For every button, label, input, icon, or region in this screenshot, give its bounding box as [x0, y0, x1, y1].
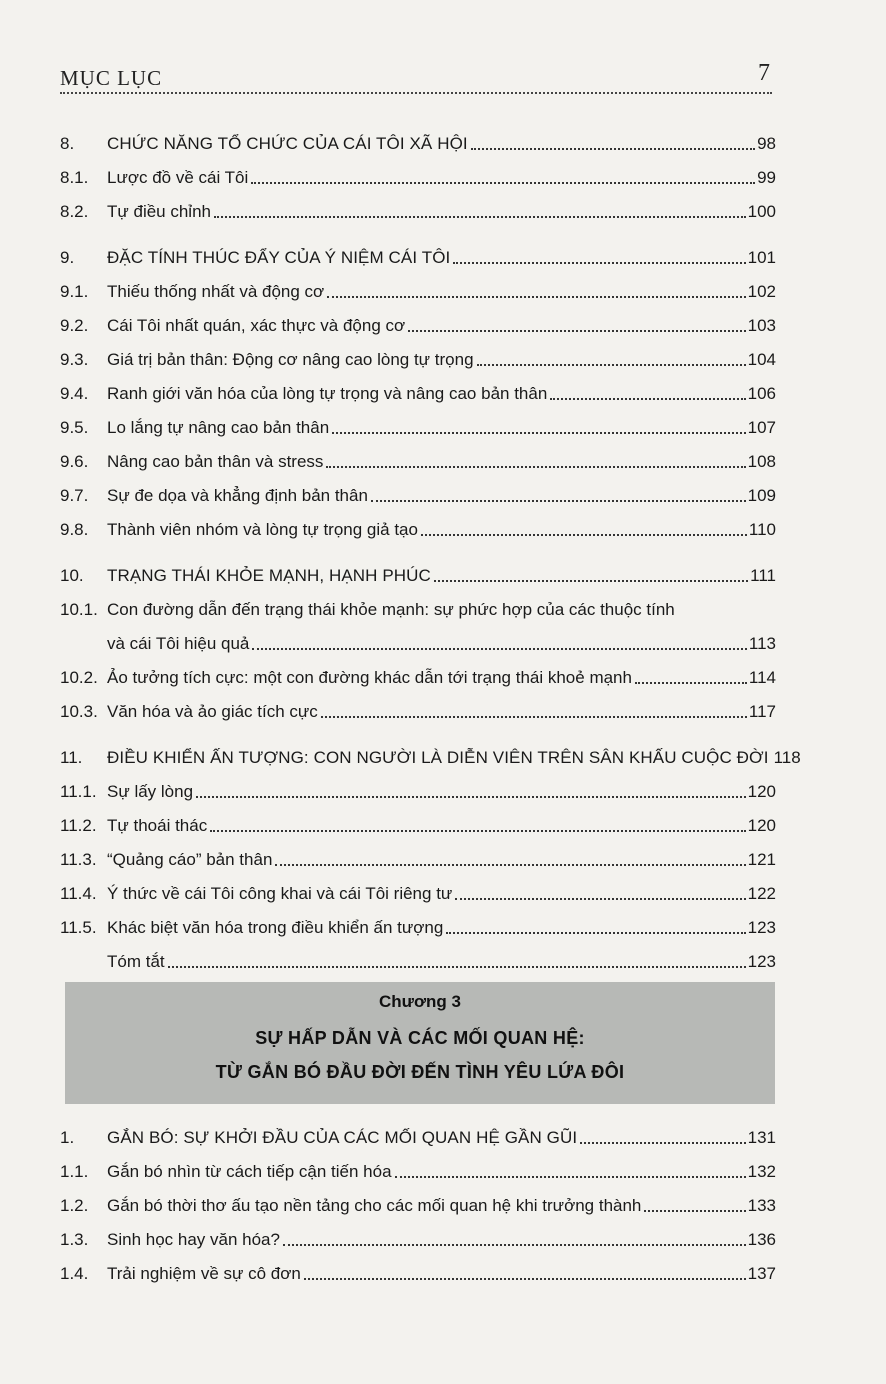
toc-entry-number: 9.7.	[60, 486, 89, 505]
toc-entry-number: 1.4.	[60, 1264, 89, 1283]
dot-leader	[421, 534, 747, 536]
toc-entry	[60, 1190, 776, 1216]
dot-leader	[408, 330, 745, 332]
dot-leader	[644, 1210, 745, 1212]
toc-entry-number: 9.5.	[60, 418, 89, 437]
toc-entry-number: 10.	[60, 566, 84, 585]
toc-entry-number: 1.1.	[60, 1162, 89, 1181]
toc-entry-label: Gắn bó thời thơ ấu tạo nền tảng cho các mối quan hệ khi trưởng thành	[107, 1196, 642, 1215]
dot-leader	[477, 364, 746, 366]
toc-entry-page: 110	[748, 520, 776, 539]
toc-entry	[60, 810, 776, 836]
toc-entry-page: 120	[747, 782, 776, 801]
toc-entry-page: 101	[747, 248, 776, 267]
toc-entry-page: 137	[747, 1264, 776, 1283]
toc-entry-page: 133	[747, 1196, 776, 1215]
running-title: MỤC LỤC	[60, 66, 163, 90]
page-number: 7	[758, 60, 770, 86]
toc-entry-label: Gắn bó nhìn từ cách tiếp cận tiến hóa	[107, 1162, 392, 1181]
toc-entry-page: 121	[747, 850, 776, 869]
dot-leader	[371, 500, 746, 502]
toc-entry-page: 109	[747, 486, 776, 505]
toc-entry-label: Ranh giới văn hóa của lòng tự trọng và nâng cao bản thân	[107, 384, 548, 403]
toc-entry	[60, 696, 776, 722]
toc-entry	[60, 912, 776, 938]
toc-entry-number: 9.6.	[60, 452, 89, 471]
toc-entry	[60, 1224, 776, 1250]
toc-entry-number: 8.1.	[60, 168, 89, 187]
toc-entry-label: Tự điều chỉnh	[107, 202, 211, 221]
header-rule	[60, 92, 772, 94]
toc-entry-number: 11.2.	[60, 816, 97, 835]
toc-entry	[60, 1258, 776, 1284]
toc-entry-number: 1.3.	[60, 1230, 89, 1249]
toc-entry	[60, 1156, 776, 1182]
toc-entry-label: Văn hóa và ảo giác tích cực	[107, 702, 318, 721]
chapter-title-line-1: SỰ HẤP DẪN VÀ CÁC MỐI QUAN HỆ:	[255, 1028, 585, 1048]
dot-leader	[252, 648, 746, 650]
toc-entry-page: 100	[747, 202, 776, 221]
toc-entry-number: 9.2.	[60, 316, 89, 335]
toc-entry-number: 9.3.	[60, 350, 89, 369]
dot-leader	[326, 466, 745, 468]
toc-entry-label: Ý thức về cái Tôi công khai và cái Tôi riêng tư	[107, 884, 453, 903]
toc-entry	[60, 446, 776, 472]
dot-leader	[196, 796, 746, 798]
toc-entry-page: 107	[747, 418, 776, 437]
toc-entry-label: ĐIỀU KHIỂN ẤN TƯỢNG: CON NGƯỜI LÀ DIỄN VIÊN TRÊN SÂN KHẤU CUỘC ĐỜI	[107, 748, 769, 767]
toc-entry	[60, 378, 776, 404]
toc-entry-number: 8.2.	[60, 202, 89, 221]
toc-entry	[60, 412, 776, 438]
toc-entry-page: 122	[747, 884, 776, 903]
dot-leader	[446, 932, 745, 934]
toc-entry-label: Trải nghiệm về sự cô đơn	[107, 1264, 301, 1283]
toc-entry-number: 11.4.	[60, 884, 97, 903]
dot-leader	[471, 148, 755, 150]
toc-entry-page: 103	[747, 316, 776, 335]
page-header	[60, 58, 772, 94]
toc-entry-label: TRẠNG THÁI KHỎE MẠNH, HẠNH PHÚC	[107, 566, 431, 585]
dot-leader	[434, 580, 748, 582]
toc-entry-label: Thành viên nhóm và lòng tự trọng giả tạo	[107, 520, 418, 539]
toc-entry	[60, 662, 776, 688]
toc-entry-label: Ảo tưởng tích cực: một con đường khác dẫn tới trạng thái khoẻ mạnh	[107, 668, 632, 687]
toc-entry-page: 104	[747, 350, 776, 369]
toc-entry	[60, 276, 776, 302]
dot-leader	[635, 682, 747, 684]
toc-entry	[60, 560, 776, 586]
toc-entry	[60, 162, 776, 188]
toc-entry-number: 8.	[60, 134, 75, 153]
toc-entry	[60, 844, 776, 870]
toc-entry	[60, 594, 776, 620]
toc-entry	[60, 196, 776, 222]
dot-leader	[455, 898, 745, 900]
toc-entry-number: 11.5.	[60, 918, 97, 937]
toc-entry-page: 132	[747, 1162, 776, 1181]
toc-entry	[60, 742, 801, 768]
toc-entry-number: 10.2.	[60, 668, 98, 687]
toc-entry-page: 123	[747, 952, 776, 971]
toc-entry	[60, 480, 776, 506]
toc-entry	[60, 1122, 776, 1148]
toc-entry-page: 123	[747, 918, 776, 937]
toc-entry-page: 111	[750, 566, 776, 585]
toc-entry-label: Con đường dẫn đến trạng thái khỏe mạnh: sự phức hợp của các thuộc tính	[107, 600, 675, 619]
toc-entry-page: 98	[757, 134, 776, 153]
toc-entry-page: 136	[747, 1230, 776, 1249]
toc-entry-label: ĐẶC TÍNH THÚC ĐẨY CỦA Ý NIỆM CÁI TÔI	[107, 248, 451, 267]
dot-leader	[332, 432, 745, 434]
dot-leader	[395, 1176, 746, 1178]
dot-leader	[275, 864, 745, 866]
chapter-banner	[65, 982, 775, 1104]
dot-leader	[327, 296, 745, 298]
toc-entry-label: Sự đe dọa và khẳng định bản thân	[107, 486, 368, 505]
toc-entry-page: 106	[747, 384, 776, 403]
toc-entry-label: Lược đồ về cái Tôi	[107, 168, 249, 187]
toc-entry-number: 9.8.	[60, 520, 89, 539]
toc-entry-number: 9.4.	[60, 384, 89, 403]
toc-entry-page: 108	[747, 452, 776, 471]
toc-entry-number: 1.2.	[60, 1196, 89, 1215]
toc-entry-label: “Quảng cáo” bản thân	[107, 850, 273, 869]
toc-entry-number: 11.3.	[60, 850, 97, 869]
toc-entry-label: Cái Tôi nhất quán, xác thực và động cơ	[107, 316, 406, 335]
toc-entry	[60, 776, 776, 802]
dot-leader	[580, 1142, 745, 1144]
toc-entry	[60, 344, 776, 370]
toc-entry-label: và cái Tôi hiệu quả	[107, 634, 250, 653]
toc-entry-page: 114	[748, 668, 776, 687]
toc-entry-page: 131	[747, 1128, 776, 1147]
toc-entry-label: Sự lấy lòng	[107, 782, 194, 801]
toc-entry-page: 113	[748, 634, 776, 653]
toc-entry-number: 11.1.	[60, 782, 97, 801]
toc-entry-label: Giá trị bản thân: Động cơ nâng cao lòng tự trọng	[107, 350, 474, 369]
toc-entry-number: 9.	[60, 248, 75, 267]
toc-entry-label: Sinh học hay văn hóa?	[107, 1230, 280, 1249]
toc-entry-page: 117	[748, 702, 776, 721]
dot-leader	[453, 262, 745, 264]
dot-leader	[168, 966, 746, 968]
toc-entry-number: 9.1.	[60, 282, 89, 301]
dot-leader	[550, 398, 745, 400]
toc-entry	[60, 878, 776, 904]
toc-entry-label: Tóm tắt	[107, 952, 165, 971]
dot-leader	[210, 830, 745, 832]
toc-entry-label: Khác biệt văn hóa trong điều khiển ấn tượng	[107, 918, 444, 937]
dot-leader	[214, 216, 746, 218]
dot-leader	[321, 716, 747, 718]
toc-entry-label: CHỨC NĂNG TỔ CHỨC CỦA CÁI TÔI XÃ HỘI	[107, 134, 468, 153]
toc-entry	[60, 514, 776, 540]
toc-entry	[60, 946, 776, 972]
dot-leader	[304, 1278, 746, 1280]
toc-entry-page: 120	[747, 816, 776, 835]
toc-entry-number: 11.	[60, 748, 83, 767]
toc-entry	[60, 242, 776, 268]
toc-entry-label: Tự thoái thác	[107, 816, 208, 835]
dot-leader	[251, 182, 755, 184]
toc-entry-page: 99	[757, 168, 776, 187]
toc-entry-label: GẮN BÓ: SỰ KHỞI ĐẦU CỦA CÁC MỐI QUAN HỆ GẦN GŨI	[107, 1128, 578, 1147]
toc-entry-label: Thiếu thống nhất và động cơ	[107, 282, 325, 301]
toc-entry-number: 10.1.	[60, 600, 98, 619]
chapter-title-line-2: TỪ GẮN BÓ ĐẦU ĐỜI ĐẾN TÌNH YÊU LỨA ĐÔI	[215, 1062, 625, 1082]
toc-entry	[60, 128, 776, 154]
toc-entry-page: 118	[773, 748, 801, 767]
dot-leader	[283, 1244, 746, 1246]
toc-entry-number: 10.3.	[60, 702, 98, 721]
chapter-number: Chương 3	[378, 992, 461, 1011]
toc-entry-label: Lo lắng tự nâng cao bản thân	[107, 418, 330, 437]
toc-entry-label: Nâng cao bản thân và stress	[107, 452, 324, 471]
toc-entry-number: 1.	[60, 1128, 75, 1147]
toc-entry-page: 102	[747, 282, 776, 301]
toc-entry	[60, 628, 776, 654]
toc-entry	[60, 310, 776, 336]
